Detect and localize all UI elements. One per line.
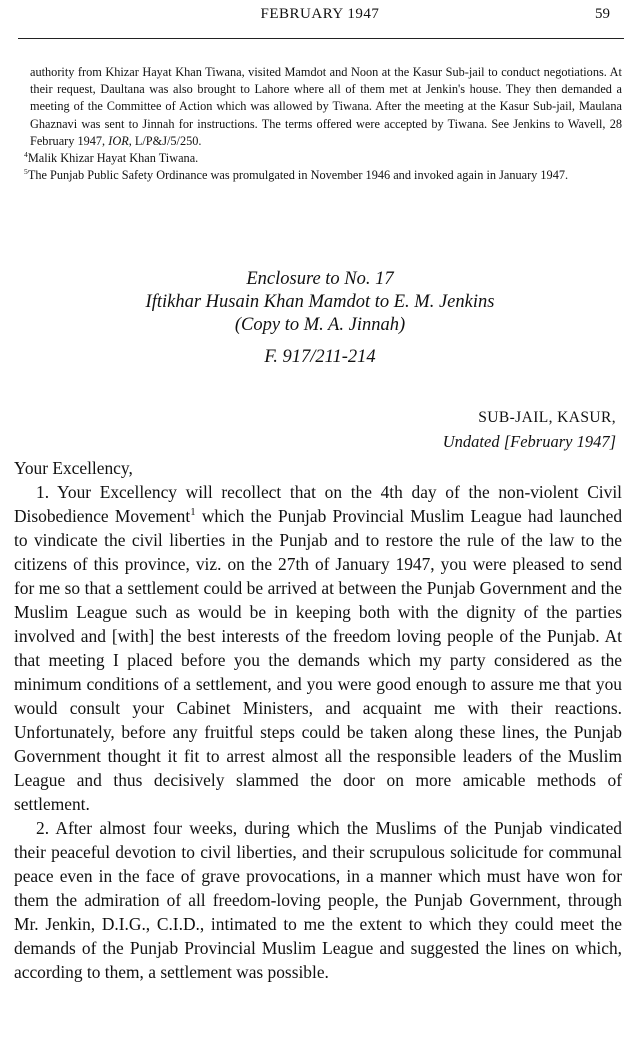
enclosure-copy: (Copy to M. A. Jinnah) xyxy=(234,315,406,335)
footnote-5-marker: 5 xyxy=(24,167,28,177)
paragraph-2: 2. After almost four weeks, during which the Muslims of the Punjab vindicated their peaceful devotion to civil liberties, and their scrupulous solicitude for communal peace even in the face of grave provocations, in a manner which must have won for them the admiration of all freedom-loving people, the Punjab Government, through Mr. Jenkin, D.I.G., C.I.D., intimated to me the extent to which they could meet the demands of the Punjab Provincial Muslim League and suggested the lines on which, according to them, a settlement was possible. xyxy=(14,818,622,982)
page-header xyxy=(28,6,612,30)
enclosure-title: Enclosure to No. 17 xyxy=(246,269,394,289)
footnotes xyxy=(24,64,622,184)
dateline-date-prefix: Undated xyxy=(442,432,500,451)
enclosure-from-to: Iftikhar Husain Khan Mamdot to E. M. Jenkins xyxy=(145,292,495,312)
paragraph-1-note-marker: 1 xyxy=(190,506,196,519)
footnote-5 xyxy=(24,167,622,184)
running-title: FEBRUARY 1947 xyxy=(260,6,380,22)
footnote-4 xyxy=(24,150,622,167)
footnote-4-text: Malik Khizar Hayat Khan Tiwana. xyxy=(27,151,199,166)
footnote-continuation-line1: authority from Khizar Hayat Khan Tiwana, visited Mamdot and Noon at the Kasur Sub-jail to xyxy=(30,65,498,79)
footnote-continuation-text: conduct negotiations. At their request, Daultana was also brought to Lahore where all of them met at Jenkin's house. They then demanded a meeting of the Committee of Action which was allowed by Tiwana. After the meeting at the Kasur Sub-jail, Maulana Ghaznavi was sent to Jinnah for instructions. The terms offered were accepted by Tiwana. See Jenkins to Wavell, 28 February 1947, xyxy=(30,65,622,148)
dateline-place: SUB-JAIL, KASUR, xyxy=(478,409,616,426)
footnote-continuation xyxy=(24,64,622,150)
footnote-source-abbrev: IOR xyxy=(108,133,129,148)
enclosure-heading xyxy=(20,268,620,369)
paragraph-1 xyxy=(14,480,622,816)
paragraph-1-text-a: 1. Your Excellency will recollect that on the 4th day of the non-violent Civil Disobedience Movement xyxy=(14,482,622,526)
footnote-source-ref: , L/P&J/5/250. xyxy=(128,133,202,148)
enclosure-file-ref: F. 917/211-214 xyxy=(264,347,376,367)
footnote-5-text: The Punjab Public Safety Ordinance was promulgated in November 1946 and invoked again in January 1947. xyxy=(27,168,569,183)
dateline-date-bracket: [February 1947] xyxy=(503,432,616,451)
dateline xyxy=(443,406,616,454)
footnote-4-marker: 4 xyxy=(24,149,28,159)
paragraph-1-text-b: which the Punjab Provincial Muslim League had launched to vindicate the civil liberties in the Punjab and to restore the rule of the law to the citizens of this province, viz. on the 27th of January 1947, you were pleased to send for me so that a settlement could be arrived at between the Punjab Government and the Muslim League such as would be in keeping both with the dignity of the parties involved and [with] the best interests of the freedom loving people of the Punjab. At that meeting I placed before you the demands which my party considered as the minimum conditions of a settlement, and you were good enough to assure me that you would consult your Cabinet Ministers, and acquaint me with their reactions. Unfortunately, before any fruitful steps could be taken along these lines, the Punjab Government thought it fit to arrest almost all the responsible leaders of the Muslim League and thus decisively slammed the door on more amicable methods of settlement. xyxy=(14,506,623,814)
salutation: Your Excellency, xyxy=(14,458,133,478)
header-rule xyxy=(18,38,624,39)
letter-body xyxy=(14,456,622,984)
dateline-date xyxy=(443,430,616,454)
page-number: 59 xyxy=(595,6,610,22)
